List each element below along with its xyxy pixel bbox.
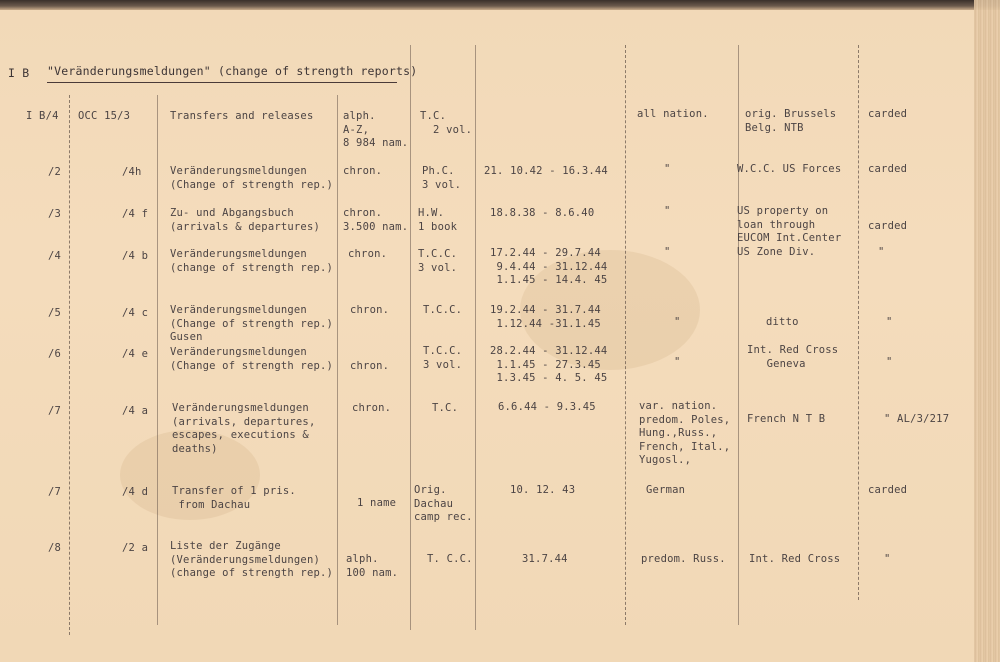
column-rule: [625, 45, 626, 625]
row-dates: 21. 10.42 - 16.3.44: [484, 165, 608, 177]
row-status: ": [878, 246, 885, 258]
row-ref: /3: [48, 208, 62, 220]
row-dates: 31.7.44: [522, 553, 568, 565]
row-type: T. C.C.: [427, 553, 473, 565]
row-arrangement: 1 name: [357, 497, 397, 509]
row-status: ": [886, 316, 893, 328]
row-ref: I B/4: [26, 110, 59, 122]
row-description: Zu- und Abgangsbuch (arrivals & departures): [170, 207, 320, 233]
row-status: carded: [868, 163, 908, 175]
row-description: Veränderungsmeldungen (Change of strength rep.): [170, 165, 334, 191]
row-type: T.C.C. 3 vol.: [418, 248, 458, 274]
row-origin: Int. Red Cross: [749, 553, 841, 565]
row-occ: /4 a: [122, 405, 149, 417]
row-dates: 10. 12. 43: [510, 484, 576, 496]
row-nationality: var. nation. predom. Poles, Hung.,Russ., French, Ital., Yugosl.,: [639, 400, 731, 466]
row-ref: /7: [48, 405, 62, 417]
row-occ: /2 a: [122, 542, 149, 554]
row-type: T.C.: [432, 402, 459, 414]
row-arrangement: chron.: [352, 402, 392, 414]
row-status: ": [884, 553, 891, 565]
row-type: Ph.C. 3 vol.: [422, 165, 462, 191]
row-origin: ditto: [766, 316, 799, 328]
row-description: Veränderungsmeldungen (Change of strength rep.) Gusen: [170, 304, 334, 343]
row-description: Veränderungsmeldungen (change of strength rep.): [170, 248, 334, 274]
row-origin: Int. Red Cross Geneva: [747, 344, 839, 370]
row-arrangement: chron.: [348, 248, 388, 260]
row-nationality: predom. Russ.: [641, 553, 726, 565]
page-top-edge: [0, 0, 1000, 10]
row-occ: /4 c: [122, 307, 149, 319]
row-dates: 28.2.44 - 31.12.44 1.1.45 - 27.3.45 1.3.45 - 4. 5. 45: [490, 345, 608, 384]
row-ref: /5: [48, 307, 62, 319]
title-underline: [47, 82, 397, 83]
row-description: Transfer of 1 pris. from Dachau: [172, 485, 296, 511]
row-status: carded: [868, 108, 908, 120]
row-dates: 19.2.44 - 31.7.44 1.12.44 -31.1.45: [490, 304, 601, 330]
row-type: Orig. Dachau camp rec.: [414, 484, 473, 523]
row-occ: /4 e: [122, 348, 149, 360]
column-rule: [410, 45, 411, 630]
row-arrangement: chron.: [350, 304, 390, 316]
row-ref: /2: [48, 166, 62, 178]
section-title: "Veränderungsmeldungen" (change of strength reports): [47, 64, 418, 78]
page-stack-edge: [974, 0, 1000, 662]
row-nationality: ": [664, 163, 671, 175]
row-ref: /8: [48, 542, 62, 554]
column-rule: [337, 95, 338, 625]
row-arrangement: alph. 100 nam.: [346, 553, 399, 579]
row-type: T.C. 2 vol.: [420, 110, 473, 136]
column-rule: [475, 45, 476, 630]
row-ref: /6: [48, 348, 62, 360]
row-type: T.C.C. 3 vol.: [423, 345, 463, 371]
row-nationality: German: [646, 484, 686, 496]
row-status: carded: [868, 220, 908, 232]
column-rule: [69, 95, 70, 635]
row-type: T.C.C.: [423, 304, 463, 316]
row-dates: 17.2.44 - 29.7.44 9.4.44 - 31.12.44 1.1.45 - 14.4. 45: [490, 247, 608, 286]
row-arrangement: alph. A-Z, 8 984 nam.: [343, 110, 409, 149]
row-origin: US property on loan through EUCOM Int.Center US Zone Div.: [737, 205, 842, 258]
row-origin: French N T B: [747, 413, 826, 425]
row-dates: 6.6.44 - 9.3.45: [498, 401, 596, 413]
row-origin: orig. Brussels Belg. NTB: [745, 108, 837, 134]
row-occ: /4 d: [122, 486, 149, 498]
row-dates: 18.8.38 - 8.6.40: [490, 207, 595, 219]
row-status: " AL/3/217: [884, 413, 950, 425]
column-rule: [157, 95, 158, 625]
row-occ: /4 b: [122, 250, 149, 262]
column-rule: [738, 45, 739, 625]
row-occ: /4 f: [122, 208, 149, 220]
row-description: Transfers and releases: [170, 110, 314, 122]
row-status: carded: [868, 484, 908, 496]
row-nationality: ": [664, 205, 671, 217]
row-occ: OCC 15/3: [78, 110, 131, 122]
row-occ: /4h: [122, 166, 142, 178]
row-ref: /4: [48, 250, 62, 262]
row-description: Liste der Zugänge (Veränderungsmeldungen) (change of strength rep.): [170, 540, 334, 579]
row-nationality: all nation.: [637, 108, 709, 120]
row-arrangement: chron. 3.500 nam.: [343, 207, 409, 233]
section-code: I B: [8, 66, 30, 80]
row-nationality: ": [664, 246, 671, 258]
row-status: ": [886, 356, 893, 368]
row-nationality: ": [674, 316, 681, 328]
row-nationality: ": [674, 356, 681, 368]
row-origin: W.C.C. US Forces: [737, 163, 842, 175]
row-arrangement: chron.: [350, 360, 390, 372]
row-ref: /7: [48, 486, 62, 498]
column-rule: [858, 45, 859, 600]
row-description: Veränderungsmeldungen (arrivals, departures, escapes, executions & deaths): [172, 402, 316, 455]
row-description: Veränderungsmeldungen (Change of strength rep.): [170, 346, 334, 372]
row-arrangement: chron.: [343, 165, 383, 177]
row-type: H.W. 1 book: [418, 207, 458, 233]
